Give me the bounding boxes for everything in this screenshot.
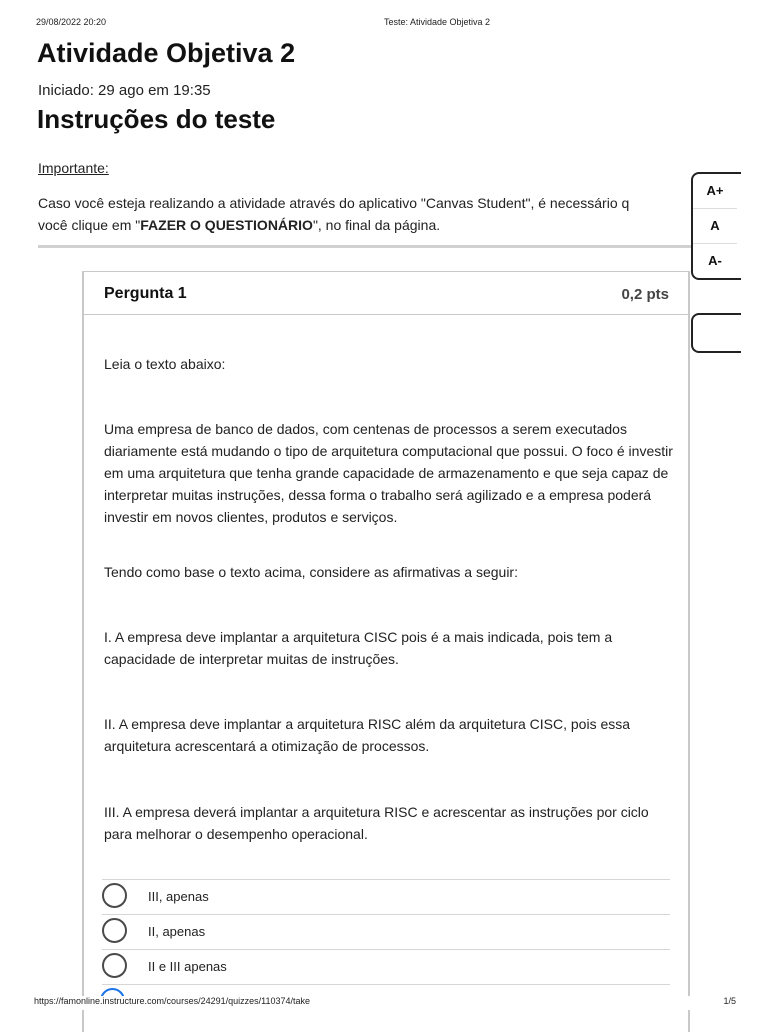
- print-datetime: 29/08/2022 20:20: [36, 17, 107, 27]
- notice-text-prefix: você clique em ": [38, 217, 141, 233]
- question-title: Pergunta 1: [104, 285, 187, 302]
- question-paragraph: Tendo como base o texto acima, considere as afirmativas a seguir:: [104, 564, 518, 580]
- question-card: [82, 271, 690, 1032]
- question-points: 0,2 pts: [621, 286, 669, 303]
- answer-label: II e III apenas: [148, 959, 227, 974]
- radio-button[interactable]: [102, 918, 127, 943]
- notice-line-1: Caso você esteja realizando a atividade através do aplicativo "Canvas Student", é necessário q: [38, 195, 630, 211]
- question-header: [84, 272, 688, 315]
- notice-bold-action: FAZER O QUESTIONÁRIO: [140, 217, 313, 233]
- page-title: Atividade Objetiva 2: [37, 38, 296, 68]
- question-paragraph: Leia o texto abaixo:: [104, 356, 226, 372]
- instructions-heading: Instruções do teste: [37, 104, 276, 134]
- radio-button[interactable]: [102, 883, 127, 908]
- print-footer: [34, 996, 736, 1010]
- statement-iii: III. A empresa deverá implantar a arquitetura RISC e acrescentar as instruções por ciclo para melhorar o desempenho operacional.: [104, 804, 649, 842]
- font-increase-button[interactable]: A+: [693, 174, 737, 209]
- print-page-number: 1/5: [723, 996, 736, 1006]
- print-document-title: Teste: Atividade Objetiva 2: [384, 17, 491, 27]
- notice-line-2: [38, 214, 698, 236]
- question-paragraph: Uma empresa de banco de dados, com centenas de processos a serem executados diariamente está mudando o tipo de arquitetura computacional que possui. O foco é investir em uma arquitetura que tenha grande capacidade de armazenamento e que seja capaz de interpretar muitas instruções, dessa forma o trabalho será agilizado e a empresa poderá investir em novos clientes, produtos e serviços.: [104, 421, 673, 525]
- font-reset-button[interactable]: A: [693, 209, 737, 244]
- section-divider: [38, 245, 698, 248]
- font-decrease-button[interactable]: A-: [708, 253, 722, 268]
- answer-option[interactable]: [102, 914, 670, 949]
- answer-option[interactable]: [102, 949, 670, 985]
- answer-option[interactable]: [102, 879, 670, 914]
- radio-button[interactable]: [102, 953, 127, 978]
- notice-text-suffix: ", no final da página.: [312, 217, 441, 233]
- instructions-notice: [38, 192, 698, 236]
- important-label: Importante:: [38, 160, 109, 176]
- print-url: https://famonline.instructure.com/courses/24291/quizzes/110374/take: [34, 996, 310, 1006]
- font-size-tool: [691, 172, 741, 280]
- answer-options: [102, 879, 670, 985]
- answer-label: III, apenas: [148, 889, 209, 904]
- statement-ii: II. A empresa deve implantar a arquitetura RISC além da arquitetura CISC, pois essa arquitetura acrescentará a otimização de processos.: [104, 716, 631, 754]
- side-panel-button[interactable]: [691, 313, 741, 353]
- started-timestamp: Iniciado: 29 ago em 19:35: [38, 82, 211, 99]
- answer-label: II, apenas: [148, 924, 206, 939]
- statement-i: I. A empresa deve implantar a arquitetura CISC pois é a mais indicada, pois tem a capacidade de interpretar muitas de instruções.: [104, 629, 613, 667]
